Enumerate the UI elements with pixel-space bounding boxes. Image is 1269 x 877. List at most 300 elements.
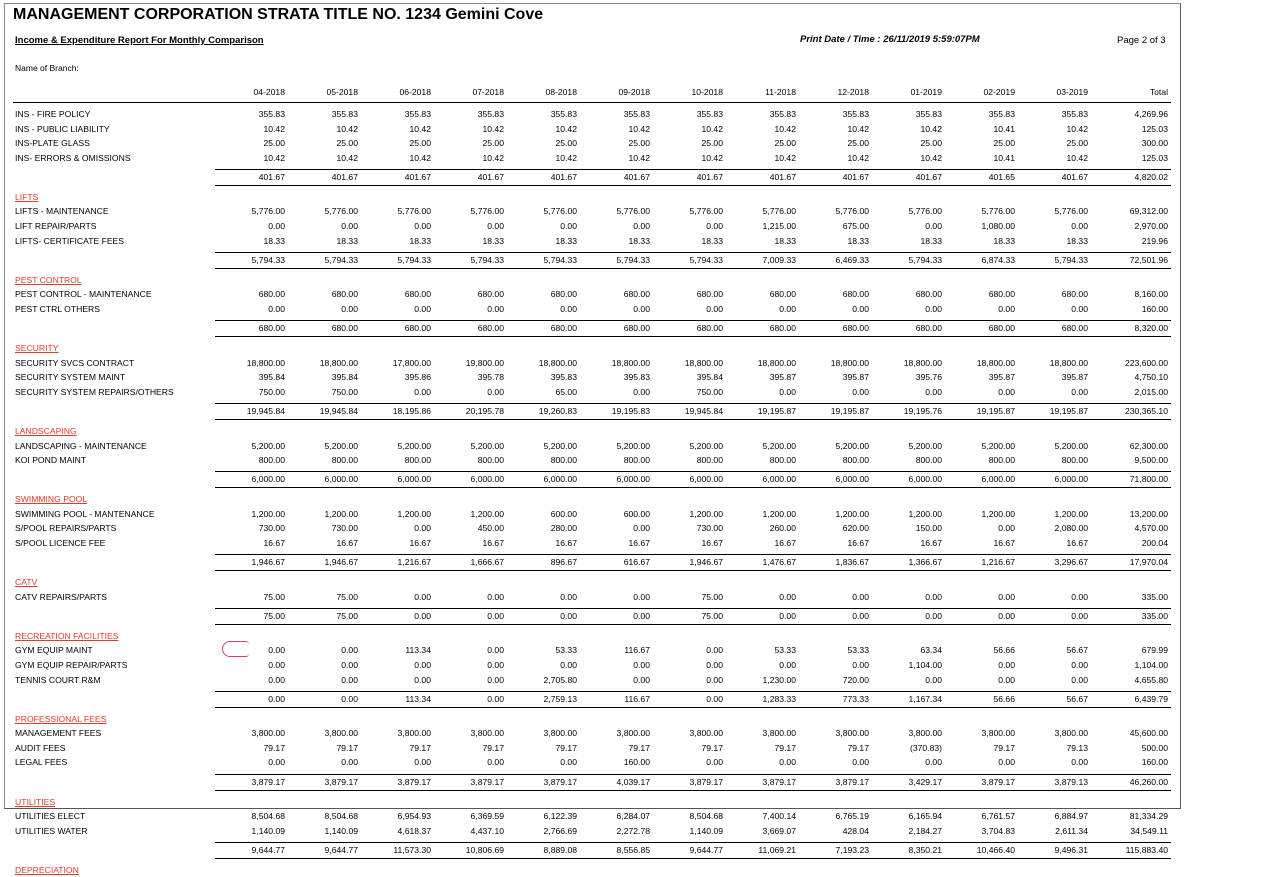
row-value: 0.00	[487, 757, 504, 768]
subtotal-value: 18,195.86	[361, 403, 434, 419]
row-value: 730.00	[331, 523, 358, 534]
subtotal-value: 5,794.33	[1018, 252, 1091, 268]
row-value: 6,954.93	[397, 811, 431, 822]
row-value: 75.00	[263, 591, 285, 602]
table-row	[13, 439, 1171, 454]
table-row	[13, 741, 1171, 756]
row-value: 63.34	[920, 645, 942, 656]
subtotal-value: 1,216.67	[945, 555, 1018, 571]
row-value: 2,611.34	[1055, 825, 1088, 836]
subtotal-value: 6,000.00	[288, 472, 361, 488]
subtotal-value: 401.67	[580, 169, 653, 185]
row-value: 10.42	[555, 123, 577, 134]
row-value: 3,800.00	[616, 728, 650, 739]
row-value: 1,200.00	[397, 508, 431, 519]
row-value: 1,200.00	[908, 508, 942, 519]
table-row	[13, 809, 1171, 824]
row-value: 1,200.00	[981, 508, 1015, 519]
subtotal-label-cell	[13, 169, 215, 185]
row-value: 355.83	[915, 109, 942, 119]
row-value: 1,200.00	[1054, 508, 1088, 519]
row-value: 3,800.00	[324, 728, 358, 739]
row-value: 10.42	[774, 123, 796, 134]
row-value: 10.42	[482, 123, 504, 134]
row-value: 223,600.00	[1124, 357, 1168, 368]
row-label: LIFTS - MAINTENANCE	[15, 206, 109, 217]
subtotal-value: 616.67	[580, 555, 653, 571]
row-value: 800.00	[842, 455, 869, 466]
row-value: 800.00	[769, 455, 796, 466]
row-label: GYM EQUIP REPAIR/PARTS	[15, 659, 128, 670]
row-label: LIFT REPAIR/PARTS	[15, 221, 97, 232]
subtotal-value: 401.67	[799, 169, 872, 185]
row-value: 113.34	[405, 645, 431, 656]
subtotal-value: 6,874.33	[945, 252, 1018, 268]
row-value: 81,334.29	[1129, 811, 1168, 822]
row-value: 5,200.00	[324, 440, 358, 451]
row-value: 10.42	[263, 123, 285, 134]
subtotal-value: 3,879.17	[726, 774, 799, 790]
row-value: 10.42	[263, 152, 285, 163]
row-value: 79.17	[409, 742, 431, 753]
subtotal-value: 401.67	[726, 169, 799, 185]
row-value: 16.67	[774, 537, 796, 548]
row-value: 500.00	[1141, 742, 1168, 753]
row-value: 3,800.00	[1054, 728, 1088, 739]
subtotal-row	[13, 169, 1171, 185]
section-heading-row	[13, 571, 1171, 590]
subtotal-value: 17,970.04	[1091, 555, 1171, 571]
row-value: 6,284.07	[616, 811, 650, 822]
row-value: 0.00	[268, 674, 285, 685]
subtotal-value: 3,879.17	[434, 774, 507, 790]
section-title: DEPRECIATION	[15, 864, 79, 875]
row-value: 395.84	[258, 372, 285, 383]
row-value: 6,765.19	[835, 811, 869, 822]
subtotal-row	[13, 252, 1171, 268]
row-value: 6,122.39	[543, 811, 577, 822]
subtotal-value: 0.00	[653, 691, 726, 707]
row-value: 62,300.00	[1129, 440, 1168, 451]
row-value: 18,800.00	[319, 357, 358, 368]
row-value: 680.00	[842, 289, 869, 300]
subtotal-value: 19,195.83	[580, 403, 653, 419]
subtotal-value: 9,644.77	[288, 842, 361, 858]
row-value: 0.00	[341, 674, 358, 685]
row-value: 10.42	[701, 152, 723, 163]
row-value: 150.00	[915, 523, 942, 534]
row-value: 116.67	[624, 645, 650, 656]
row-value: 0.00	[414, 386, 431, 397]
row-label: INS - FIRE POLICY	[15, 109, 91, 119]
row-value: 680.00	[404, 289, 431, 300]
subtotal-value: 1,836.67	[799, 555, 872, 571]
row-value: 3,800.00	[762, 728, 796, 739]
row-value: 53.33	[774, 645, 796, 656]
row-value: 395.76	[915, 372, 942, 383]
section-heading-row	[13, 707, 1171, 726]
subtotal-value: 5,794.33	[215, 252, 288, 268]
subtotal-value: 6,439.79	[1091, 691, 1171, 707]
row-value: 0.00	[852, 757, 869, 768]
row-value: 10.42	[628, 123, 650, 134]
section-heading-row	[13, 185, 1171, 204]
subtotal-value: 20,195.78	[434, 403, 507, 419]
table-row	[13, 204, 1171, 219]
row-value: 750.00	[696, 386, 723, 397]
header-label-cell	[13, 82, 215, 103]
row-value: 3,800.00	[397, 728, 431, 739]
row-value: 800.00	[404, 455, 431, 466]
row-value: 2,184.27	[908, 825, 942, 836]
subtotal-value: 6,000.00	[726, 472, 799, 488]
row-value: 750.00	[331, 386, 358, 397]
row-value: 1,104.00	[1134, 659, 1168, 670]
row-value: 125.03	[1141, 123, 1168, 134]
row-value: 0.00	[706, 303, 723, 314]
row-value: 16.67	[555, 537, 577, 548]
row-value: 395.86	[404, 372, 431, 383]
page-number: Page 2 of 3	[1117, 35, 1166, 46]
subtotal-label-cell	[13, 608, 215, 624]
row-value: 16.67	[409, 537, 431, 548]
row-value: 5,776.00	[616, 206, 650, 217]
row-value: 800.00	[623, 455, 650, 466]
row-label: INS - PUBLIC LIABILITY	[15, 123, 110, 134]
subtotal-label-cell	[13, 691, 215, 707]
row-value: 730.00	[696, 523, 723, 534]
subtotal-value: 3,879.17	[945, 774, 1018, 790]
section-heading-row	[13, 419, 1171, 438]
subtotal-value: 680.00	[799, 321, 872, 337]
row-value: 8,504.68	[324, 811, 358, 822]
subtotal-value: 19,195.87	[945, 403, 1018, 419]
row-value: 160.00	[1141, 757, 1168, 768]
row-value: 18,800.00	[246, 357, 285, 368]
subtotal-value: 71,800.00	[1091, 472, 1171, 488]
row-value: 260.00	[769, 523, 796, 534]
row-value: 0.00	[341, 757, 358, 768]
row-value: 0.00	[852, 659, 869, 670]
row-value: 355.83	[842, 109, 869, 119]
row-value: 79.17	[482, 742, 504, 753]
subtotal-value: 5,794.33	[580, 252, 653, 268]
row-value: 680.00	[331, 289, 358, 300]
row-value: 69,312.00	[1129, 206, 1168, 217]
row-value: 10.41	[993, 152, 1015, 163]
section-title: LIFTS	[15, 191, 39, 202]
subtotal-value: 19,195.87	[799, 403, 872, 419]
subtotal-value: 3,879.17	[507, 774, 580, 790]
row-value: 680.00	[915, 289, 942, 300]
row-value: 5,776.00	[689, 206, 723, 217]
row-value: 4,618.37	[397, 825, 431, 836]
subtotal-value: 401.67	[215, 169, 288, 185]
row-value: 600.00	[623, 508, 650, 519]
table-row	[13, 370, 1171, 385]
table-row	[13, 521, 1171, 536]
row-value: 0.00	[706, 674, 723, 685]
row-value: 0.00	[341, 659, 358, 670]
row-value: 1,104.00	[908, 659, 942, 670]
row-value: 3,800.00	[470, 728, 504, 739]
subtotal-value: 6,000.00	[580, 472, 653, 488]
row-value: 395.84	[331, 372, 358, 383]
row-value: 16.67	[993, 537, 1015, 548]
subtotal-value: 3,296.67	[1018, 555, 1091, 571]
column-header: 05-2018	[288, 82, 361, 103]
row-value: 25.00	[1066, 138, 1088, 149]
row-label: UTILITIES WATER	[15, 825, 88, 836]
subtotal-value: 5,794.33	[653, 252, 726, 268]
row-value: 18.33	[701, 235, 723, 246]
subtotal-value: 8,556.85	[580, 842, 653, 858]
row-value: 0.00	[998, 523, 1015, 534]
row-value: 10.42	[409, 123, 431, 134]
row-value: 0.00	[487, 674, 504, 685]
row-value: 7,400.14	[762, 811, 796, 822]
table-row	[13, 643, 1171, 658]
subtotal-value: 7,193.23	[799, 842, 872, 858]
row-value: 18,800.00	[1049, 357, 1088, 368]
row-value: 19,800.00	[465, 357, 504, 368]
subtotal-value: 3,879.17	[653, 774, 726, 790]
row-value: 79.17	[847, 742, 869, 753]
subtotal-value: 0.00	[215, 691, 288, 707]
table-row	[13, 151, 1171, 166]
row-label: AUDIT FEES	[15, 742, 66, 753]
subtotal-label-cell	[13, 774, 215, 790]
subtotal-value: 0.00	[507, 608, 580, 624]
row-value: 1,200.00	[324, 508, 358, 519]
section-title: PROFESSIONAL FEES	[15, 713, 107, 724]
subtotal-value: 11,573.30	[361, 842, 434, 858]
subtotal-value: 19,945.84	[653, 403, 726, 419]
row-value: 0.00	[998, 303, 1015, 314]
row-value: 0.00	[1071, 386, 1088, 397]
section-title: PEST CONTROL	[15, 274, 82, 285]
row-value: 18.33	[482, 235, 504, 246]
row-value: 8,160.00	[1134, 289, 1168, 300]
subtotal-value: 401.67	[288, 169, 361, 185]
subtotal-value: 1,167.34	[872, 691, 945, 707]
row-value: 800.00	[331, 455, 358, 466]
row-value: 3,800.00	[981, 728, 1015, 739]
subtotal-value: 113.34	[361, 691, 434, 707]
row-value: 5,776.00	[397, 206, 431, 217]
row-value: 5,776.00	[835, 206, 869, 217]
row-value: 2,015.00	[1134, 386, 1168, 397]
row-value: 5,200.00	[981, 440, 1015, 451]
row-value: 219.96	[1141, 235, 1168, 246]
row-value: 1,200.00	[762, 508, 796, 519]
column-header: 06-2018	[361, 82, 434, 103]
branch-label: Name of Branch:	[15, 63, 79, 73]
subtotal-label-cell	[13, 555, 215, 571]
table-row	[13, 824, 1171, 839]
section-title: SWIMMING POOL	[15, 494, 88, 505]
subtotal-value: 6,000.00	[361, 472, 434, 488]
row-value: 0.00	[1071, 591, 1088, 602]
row-value: 160.00	[1141, 303, 1168, 314]
subtotal-label-cell	[13, 252, 215, 268]
row-value: 18.33	[847, 235, 869, 246]
row-value: 8,504.68	[689, 811, 723, 822]
row-value: 18.33	[263, 235, 285, 246]
table-row	[13, 122, 1171, 137]
table-row	[13, 302, 1171, 317]
subtotal-value: 8,350.21	[872, 842, 945, 858]
row-value: 2,080.00	[1054, 523, 1088, 534]
row-value: 0.00	[560, 303, 577, 314]
subtotal-value: 401.67	[653, 169, 726, 185]
row-value: 16.67	[482, 537, 504, 548]
subtotal-value: 0.00	[945, 608, 1018, 624]
row-value: 5,200.00	[689, 440, 723, 451]
subtotal-value: 1,666.67	[434, 555, 507, 571]
subtotal-value: 773.33	[799, 691, 872, 707]
subtotal-value: 9,644.77	[653, 842, 726, 858]
row-value: 65.00	[555, 386, 577, 397]
row-label: PEST CONTROL - MAINTENANCE	[15, 289, 152, 300]
row-label: SECURITY SYSTEM MAINT	[15, 372, 126, 383]
section-title: SECURITY	[15, 343, 59, 354]
section-title: CATV	[15, 577, 38, 588]
row-value: 5,776.00	[981, 206, 1015, 217]
row-value: 10.42	[774, 152, 796, 163]
subtotal-value: 6,000.00	[799, 472, 872, 488]
row-value: 1,140.09	[251, 825, 285, 836]
row-value: 3,800.00	[835, 728, 869, 739]
row-value: 0.00	[487, 303, 504, 314]
subtotal-value: 11,069.21	[726, 842, 799, 858]
row-value: 0.00	[925, 221, 942, 232]
subtotal-value: 0.00	[580, 608, 653, 624]
row-value: 18,800.00	[611, 357, 650, 368]
subtotal-value: 3,879.13	[1018, 774, 1091, 790]
subtotal-value: 5,794.33	[361, 252, 434, 268]
row-value: 0.00	[560, 591, 577, 602]
subtotal-value: 680.00	[1018, 321, 1091, 337]
row-value: 5,776.00	[908, 206, 942, 217]
row-value: 4,437.10	[470, 825, 504, 836]
row-value: 25.00	[701, 138, 723, 149]
row-value: 800.00	[696, 455, 723, 466]
row-value: 428.04	[842, 825, 869, 836]
row-label: TENNIS COURT R&M	[15, 674, 101, 685]
row-value: 0.00	[779, 303, 796, 314]
row-value: 0.00	[779, 757, 796, 768]
row-value: 800.00	[550, 455, 577, 466]
row-value: 0.00	[560, 757, 577, 768]
subtotal-value: 1,283.33	[726, 691, 799, 707]
row-value: 0.00	[998, 674, 1015, 685]
row-value: 200.04	[1141, 537, 1168, 548]
row-value: 0.00	[560, 659, 577, 670]
subtotal-value: 10,806.69	[434, 842, 507, 858]
section-heading-row	[13, 790, 1171, 809]
row-value: 800.00	[258, 455, 285, 466]
row-value: 355.83	[988, 109, 1015, 119]
row-value: 600.00	[550, 508, 577, 519]
row-value: 4,570.00	[1134, 523, 1168, 534]
row-value: 0.00	[925, 757, 942, 768]
row-value: 6,884.97	[1054, 811, 1088, 822]
row-value: 10.42	[336, 152, 358, 163]
subtotal-label-cell	[13, 472, 215, 488]
table-row	[13, 356, 1171, 371]
row-value: 25.00	[628, 138, 650, 149]
row-value: 0.00	[925, 386, 942, 397]
row-label: LANDSCAPING - MAINTENANCE	[15, 440, 147, 451]
row-value: 79.17	[774, 742, 796, 753]
subtotal-value: 230,365.10	[1091, 403, 1171, 419]
row-value: 355.83	[550, 109, 577, 119]
row-value: 5,200.00	[543, 440, 577, 451]
subtotal-value: 1,946.67	[653, 555, 726, 571]
subtotal-label-cell	[13, 321, 215, 337]
row-value: 18,800.00	[684, 357, 723, 368]
row-value: 4,269.96	[1134, 109, 1168, 119]
row-value: 1,215.00	[762, 221, 796, 232]
row-value: 1,080.00	[981, 221, 1015, 232]
subtotal-value: 6,000.00	[653, 472, 726, 488]
section-heading-row	[13, 858, 1171, 877]
row-value: 395.87	[1061, 372, 1088, 383]
report-table	[13, 82, 1171, 877]
row-value: 5,776.00	[470, 206, 504, 217]
subtotal-value: 401.67	[361, 169, 434, 185]
row-value: 0.00	[633, 221, 650, 232]
subtotal-value: 46,260.00	[1091, 774, 1171, 790]
subtotal-value: 3,879.17	[361, 774, 434, 790]
subtotal-value: 6,000.00	[215, 472, 288, 488]
row-value: 6,369.59	[470, 811, 504, 822]
row-value: 395.84	[696, 372, 723, 383]
subtotal-value: 5,794.33	[872, 252, 945, 268]
section-heading-row	[13, 488, 1171, 507]
row-value: 395.87	[988, 372, 1015, 383]
row-value: 25.00	[774, 138, 796, 149]
row-value: 0.00	[706, 659, 723, 670]
row-label: GYM EQUIP MAINT	[15, 645, 93, 656]
row-value: 5,200.00	[762, 440, 796, 451]
column-header: 02-2019	[945, 82, 1018, 103]
table-row	[13, 590, 1171, 605]
subtotal-value: 4,039.17	[580, 774, 653, 790]
subtotal-value: 3,429.17	[872, 774, 945, 790]
row-value: 395.78	[477, 372, 504, 383]
row-value: 0.00	[341, 303, 358, 314]
subtotal-value: 680.00	[507, 321, 580, 337]
row-value: 0.00	[779, 591, 796, 602]
row-value: 2,272.78	[616, 825, 650, 836]
row-label: SWIMMING POOL - MANTENANCE	[15, 508, 155, 519]
subtotal-value: 401.67	[872, 169, 945, 185]
subtotal-value: 0.00	[726, 608, 799, 624]
row-value: 355.83	[769, 109, 796, 119]
row-value: 1,200.00	[689, 508, 723, 519]
row-value: 680.00	[696, 289, 723, 300]
row-value: 53.33	[555, 645, 577, 656]
row-value: 0.00	[268, 221, 285, 232]
table-row	[13, 755, 1171, 770]
row-value: 0.00	[779, 659, 796, 670]
row-value: 0.00	[487, 386, 504, 397]
row-value: 3,800.00	[543, 728, 577, 739]
row-value: 0.00	[998, 757, 1015, 768]
row-value: 25.00	[993, 138, 1015, 149]
